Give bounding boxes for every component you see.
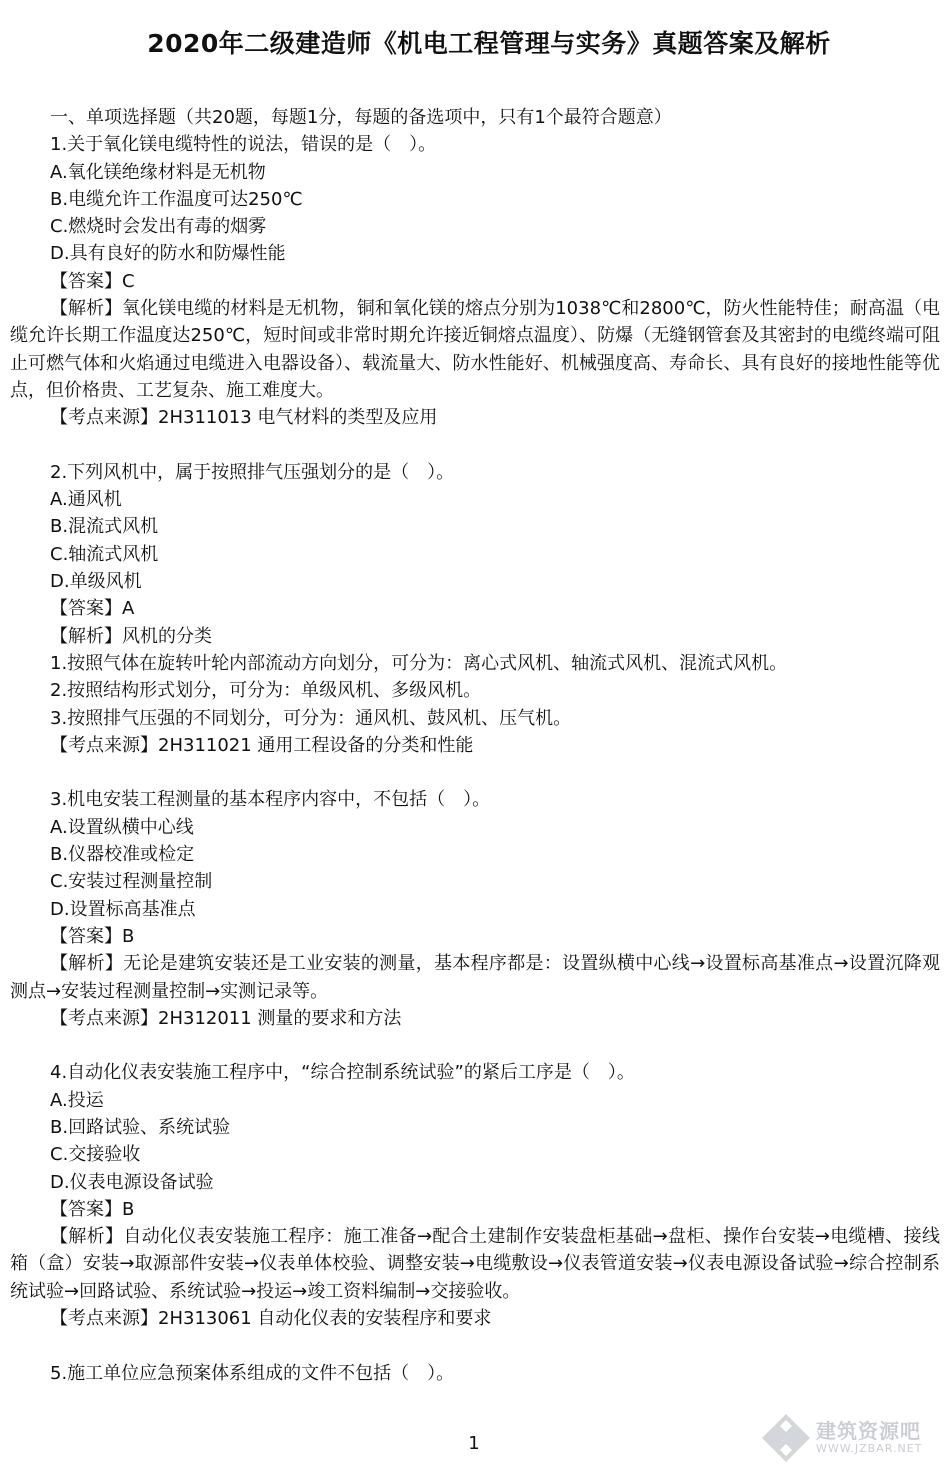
option-c: C.轴流式风机 (50, 543, 159, 565)
option-a: A.设置纵横中心线 (50, 816, 194, 838)
option-c: C.交接验收 (50, 1144, 141, 1166)
option-a: A.氧化镁绝缘材料是无机物 (50, 161, 266, 183)
question-3 (10, 786, 940, 1032)
answer: 【答案】C (50, 270, 135, 292)
option-d: D.具有良好的防水和防爆性能 (50, 243, 286, 265)
source: 【考点来源】2H311013 电气材料的类型及应用 (50, 407, 438, 429)
question-stem: 4.自动化仪表安装施工程序中，“综合控制系统试验”的紧后工序是（ ）。 (50, 1062, 635, 1084)
analysis: 【解析】无论是建筑安装还是工业安装的测量，基本程序都是：设置纵横中心线→设置标高基准点→设置沉降观测点→安装过程测量控制→实测记录等。 (10, 953, 940, 1002)
question-stem: 3.机电安装工程测量的基本程序内容中，不包括（ ）。 (50, 789, 491, 811)
option-b: B.电缆允许工作温度可达250℃ (50, 188, 303, 210)
answer: 【答案】B (50, 925, 135, 947)
option-c: C.燃烧时会发出有毒的烟雾 (50, 216, 267, 238)
watermark (760, 1412, 945, 1464)
watermark-url: WWW.JZBAR.NET (816, 1442, 923, 1455)
option-d: D.仪表电源设备试验 (50, 1171, 214, 1193)
document-body (10, 104, 940, 1387)
watermark-name: 建筑资源吧 (816, 1419, 921, 1443)
section-heading: 一、单项选择题（共20题，每题1分，每题的备选项中，只有1个最符合题意） (50, 107, 672, 128)
analysis: 【解析】自动化仪表安装施工程序：施工准备→配合土建制作安装盘柜基础→盘柜、操作台安装→电缆槽、接线箱（盒）安装→取源部件安装→仪表单体校验、调整安装→电缆敷设→仪表管道安装→仪表电源设备试验→综合控制系统试验→回路试验、系统试验→投运→竣工资料编制→交接验收。 (10, 1226, 940, 1302)
analysis-item-2: 2.按照结构形式划分，可分为：单级风机、多级风机。 (50, 680, 482, 702)
answer: 【答案】B (50, 1198, 135, 1220)
analysis-item-3: 3.按照排气压强的不同划分，可分为：通风机、鼓风机、压气机。 (50, 707, 572, 729)
page-number: 1 (468, 1433, 480, 1454)
question-5-stem: 5.施工单位应急预案体系组成的文件不包括（ ）。 (50, 1362, 455, 1384)
option-c: C.安装过程测量控制 (50, 871, 213, 893)
question-stem: 2.下列风机中，属于按照排气压强划分的是（ ）。 (50, 461, 455, 483)
analysis: 【解析】氧化镁电缆的材料是无机物，铜和氧化镁的熔点分别为1038℃和2800℃，防火性能特佳；耐高温（电缆允许长期工作温度达250℃，短时间或非常时期允许接近铜熔点温度）、防爆（无缝钢管套及其密封的电缆终端可阻止可燃气体和火焰通过电缆进入电器设备）、载流量大、防水性能好、机械强度高、寿命长、具有良好的接地性能等优点，但价格贵、工艺复杂、施工难度大。 (10, 298, 940, 401)
analysis-item-1: 1.按照气体在旋转叶轮内部流动方向划分，可分为：离心式风机、轴流式风机、混流式风机。 (50, 652, 788, 674)
option-b: B.混流式风机 (50, 516, 159, 538)
diamond-logo-icon (760, 1412, 812, 1464)
option-d: D.单级风机 (50, 571, 142, 593)
option-d: D.设置标高基准点 (50, 898, 196, 920)
source: 【考点来源】2H311021 通用工程设备的分类和性能 (50, 734, 474, 756)
question-stem: 1.关于氧化镁电缆特性的说法，错误的是（ ）。 (50, 134, 437, 156)
question-2 (10, 459, 940, 759)
option-a: A.通风机 (50, 489, 122, 511)
analysis: 【解析】风机的分类 (50, 625, 212, 647)
option-a: A.投运 (50, 1089, 104, 1111)
source: 【考点来源】2H313061 自动化仪表的安装程序和要求 (50, 1308, 492, 1330)
source: 【考点来源】2H312011 测量的要求和方法 (50, 1007, 402, 1029)
question-1 (10, 131, 940, 431)
answer: 【答案】A (50, 598, 135, 620)
document-title: 2020年二级建造师《机电工程管理与实务》真题答案及解析 (147, 29, 831, 58)
question-4 (10, 1059, 940, 1332)
option-b: B.仪器校准或检定 (50, 844, 195, 866)
option-b: B.回路试验、系统试验 (50, 1116, 231, 1138)
